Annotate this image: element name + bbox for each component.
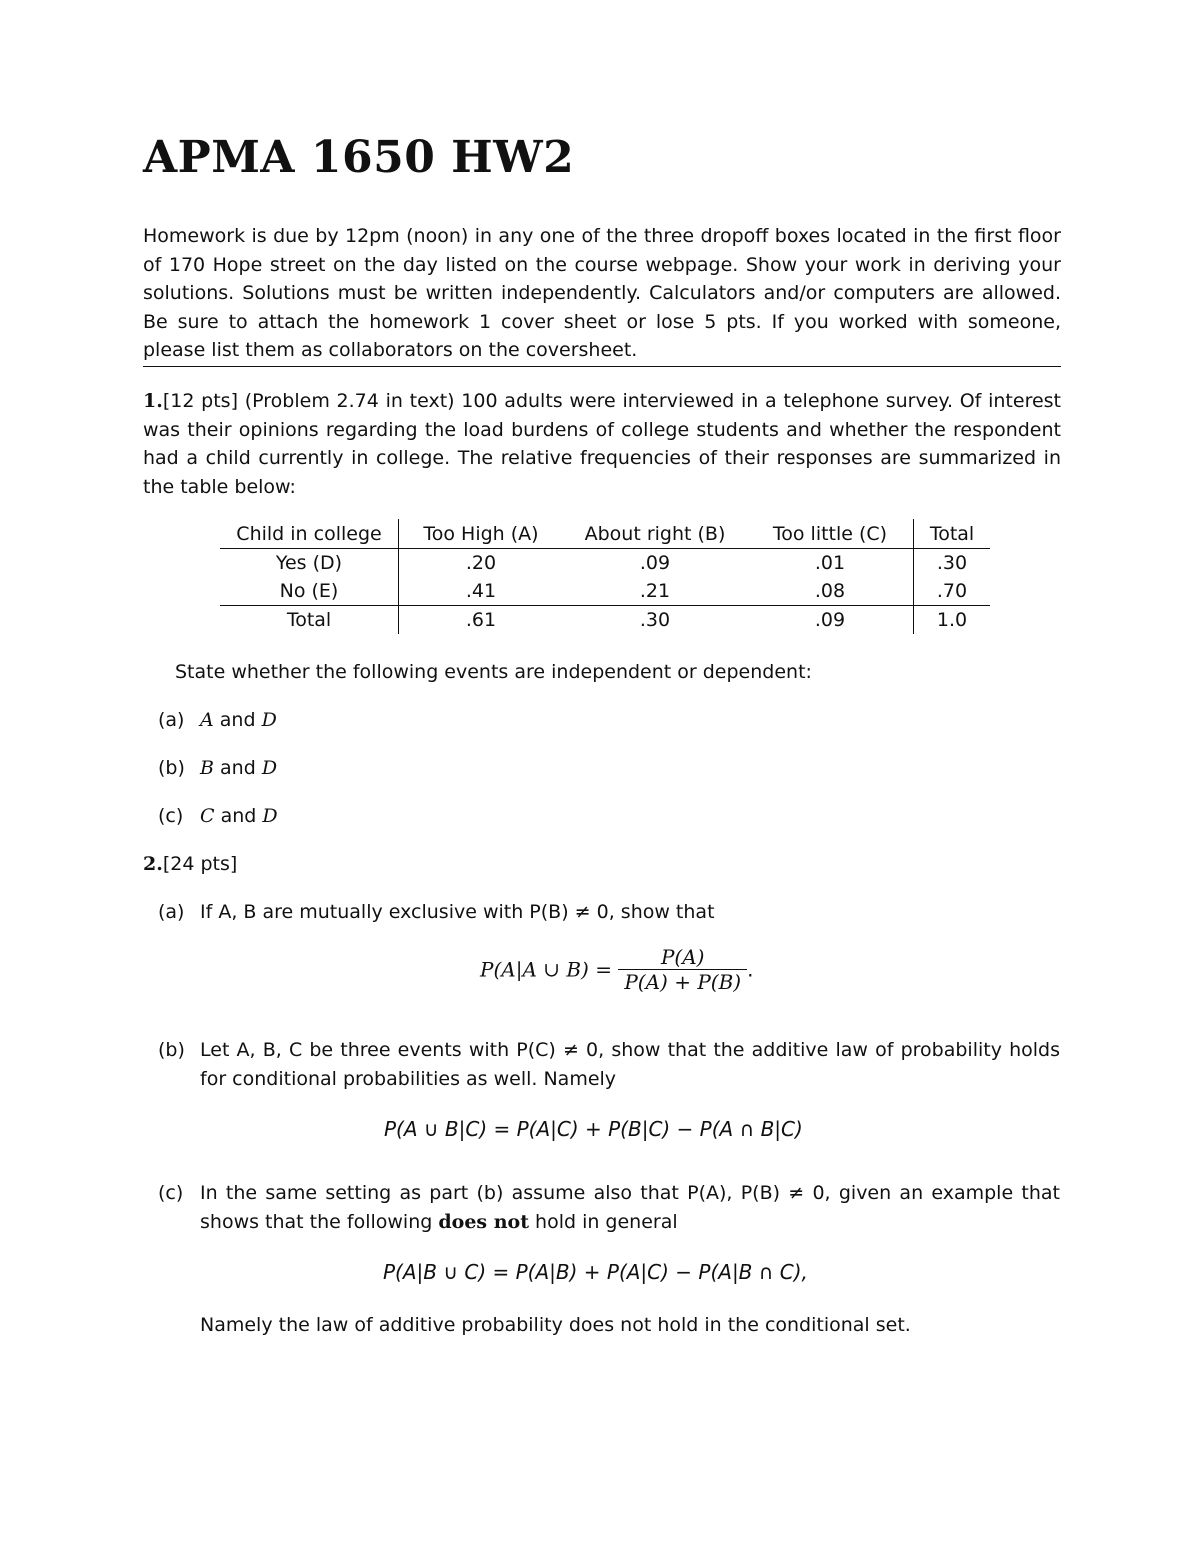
section-divider (143, 366, 1061, 367)
event-symbol: B (200, 757, 214, 779)
equation-period: . (747, 957, 754, 982)
table-cell: .70 (914, 577, 991, 606)
part-label: (c) (158, 805, 184, 827)
fraction-numerator: P(A) (660, 945, 705, 969)
table-cell: Yes (D) (220, 549, 399, 578)
table-cell: .61 (465, 609, 497, 631)
frequency-table (220, 519, 990, 634)
equation-fraction (618, 945, 747, 994)
problem-1-statement (143, 387, 1061, 501)
table-cell: .41 (399, 577, 564, 606)
event-symbol: D (262, 805, 278, 827)
table-header-cell: Too little (C) (747, 519, 914, 549)
table-cell: .30 (936, 552, 968, 574)
table-cell: .01 (747, 549, 914, 578)
table-cell: .08 (747, 577, 914, 606)
table-cell: .30 (639, 609, 671, 631)
problem-1-number: 1. (143, 390, 163, 412)
part-text: Let A, B, C be three events with P(C) ≠ 0, show that the additive law of probability holds for conditional probabilities as well. Namely (200, 1039, 1060, 1090)
problem-2-part-a (158, 898, 715, 927)
equation-part-c: P(A|B ∪ C) = P(A|B) + P(A|C) − P(A|B ∩ C), (383, 1260, 808, 1284)
table-header-row (220, 519, 990, 549)
part-text: If A, B are mutually exclusive with P(B) ≠ 0, show that (200, 901, 715, 923)
table-header-cell: Child in college (220, 519, 399, 549)
problem-1-prompt: State whether the following events are independent or dependent: (175, 661, 812, 683)
table-row (220, 577, 990, 606)
conjunction: and (220, 757, 256, 779)
equation-part-a (480, 945, 753, 994)
problem-2-number: 2. (143, 853, 163, 875)
table-cell: Total (220, 606, 399, 635)
part-label: (b) (158, 1039, 185, 1061)
conjunction: and (220, 805, 257, 827)
part-text (200, 706, 277, 735)
table-row (220, 549, 990, 578)
conjunction: and (219, 709, 256, 731)
problem-2-heading (143, 850, 237, 879)
part-label: (c) (158, 1182, 184, 1204)
problem-2-points: [24 pts] (162, 853, 238, 875)
problem-1-text: [12 pts] (Problem 2.74 in text) 100 adults were interviewed in a telephone survey. Of interest was their opinions regarding the load burdens of college students and whether the respondent had a child currently in college. The relative frequencies of their responses are summarized in the table below: (143, 390, 1061, 498)
problem-1-part-b (158, 754, 278, 783)
table-header-cell: About right (B) (563, 519, 747, 549)
table-cell: .20 (465, 552, 497, 574)
table-cell: .21 (563, 577, 747, 606)
problem-2-part-b (158, 1036, 1060, 1090)
problem-1-part-a (158, 706, 277, 735)
table-cell: 1.0 (936, 609, 968, 631)
equation-part-b: P(A ∪ B|C) = P(A|C) + P(B|C) − P(A ∩ B|C) (384, 1117, 803, 1141)
problem-2-part-c (158, 1179, 1060, 1233)
table-cell: .09 (639, 552, 671, 574)
table-header-cell: Total (914, 519, 991, 549)
part-text (200, 754, 277, 783)
event-symbol: D (261, 757, 278, 779)
table-cell: No (E) (220, 577, 399, 606)
event-symbol: D (261, 709, 277, 731)
emphasis-text: does not (438, 1210, 529, 1233)
part-text-tail: hold in general (535, 1210, 678, 1233)
page-title: APMA 1650 HW2 (143, 132, 575, 183)
part-label: (a) (158, 709, 185, 731)
table-cell: .09 (747, 606, 914, 635)
homework-instructions: Homework is due by 12pm (noon) in any one of the three dropoff boxes located in the first floor of 170 Hope street on the day listed on the course webpage. Show your work in deriving your solutions. Solutions must be written independently. Calculators and/or computers are allowed. Be sure to attach the homework 1 cover sheet or lose 5 pts. If you worked with someone, please list them as collaborators on the coversheet. (143, 225, 1061, 361)
part-label: (a) (158, 901, 185, 923)
equation-lhs: P(A|A ∪ B) = (480, 957, 612, 982)
problem-2-conclusion: Namely the law of additive probability does not hold in the conditional set. (200, 1314, 911, 1336)
table-header-cell: Too High (A) (399, 519, 564, 549)
part-text-lead: In the same setting as part (b) assume also that P(A), P(B) ≠ 0, given an example that shows that the following (200, 1182, 1060, 1233)
part-label: (b) (158, 757, 185, 779)
event-symbol: A (200, 709, 214, 731)
fraction-denominator: P(A) + P(B) (618, 969, 747, 994)
event-symbol: C (200, 805, 215, 827)
part-text (200, 802, 278, 831)
part-text (200, 1179, 1060, 1236)
problem-1-part-c (158, 802, 278, 831)
table-row (220, 606, 990, 635)
